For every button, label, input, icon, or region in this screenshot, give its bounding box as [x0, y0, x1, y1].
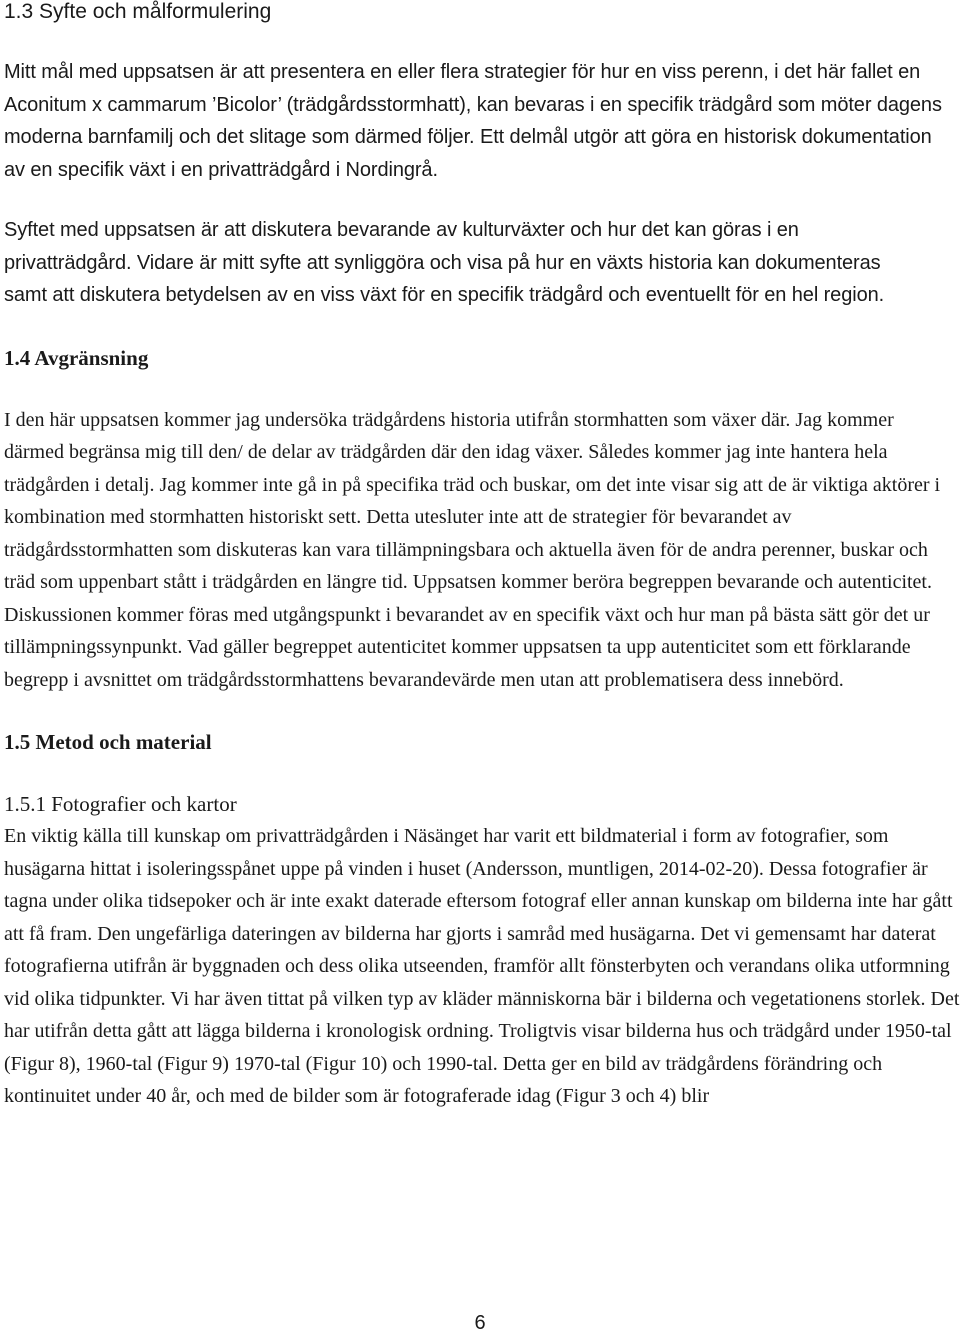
spacer	[4, 186, 956, 214]
subsection-heading-1-5-1: 1.5.1 Fotografier och kartor	[4, 792, 237, 816]
spacer	[4, 374, 956, 404]
paragraph-aim: Mitt mål med uppsatsen är att presentera en eller flera strategier för hur en viss perenn, i det här fallet en Aconitum x cammarum ’Bicolor’ (trädgårdsstormhatt), kan bevaras i en specifik trädgård som möter dagens moderna barnfamilj och det slitage som därmed följer. Ett delmål utgör att göra en historisk dokumentation av en specifik växt i en privatträdgård i Nordingrå.	[4, 61, 942, 181]
paragraph-delimitation: I den här uppsatsen kommer jag undersöka trädgårdens historia utifrån stormhatten som växer där. Jag kommer därmed begränsa mig till den/ de delar av trädgården där den idag växer. Således kommer jag inte hantera hela trädgården i detalj. Jag kommer inte gå in på specifika träd och buskar, om det inte visar sig att de är viktiga aktörer i kombination med stormhatten historiskt sett. Detta utesluter inte att de strategier för bevarandet av trädgårdsstormhatten som diskuteras kan vara tillämpningsbara och aktuella även för de andra perenner, buskar och träd som uppenbart stått i trädgården en längre tid. Uppsatsen kommer beröra begreppen bevarande och autenticitet. Diskussionen kommer föras med utgångspunkt i bevarandet av en specifik växt och hur man på bästa sätt gör det ur tillämpningssynpunkt. Vad gäller begreppet autenticitet kommer uppsatsen ta upp autenticitet som ett förklarande begrepp i avsnittet om trädgårdsstormhattens bevarandevärde men utan att problematisera dess innebörd.	[4, 408, 941, 691]
section-heading-1-3: 1.3 Syfte och målformulering	[4, 0, 272, 23]
section-heading-1-4: 1.4 Avgränsning	[4, 345, 149, 370]
document-page	[4, 0, 960, 1113]
spacer	[4, 24, 956, 56]
spacer	[4, 312, 956, 342]
paragraph-photographs: En viktig källa till kunskap om privatträdgården i Näsänget har varit ett bildmaterial i form av fotografier, som husägarna hittat i isoleringsspånet uppe på vinden i huset (Andersson, muntligen, 2014-02-20). Dessa fotografier är tagna under olika tidsepoker och är inte exakt daterade eftersom fotograf eller annan kunskap om bilderna inte har gått att få fram. Den ungefärliga dateringen av bilderna har gjorts i samråd med husägarna. Det vi gemensamt har daterat fotografierna utifrån är byggnaden och dess olika utseenden, framför allt fönsterbyten och verandans olika utformning vid olika tidpunkter. Vi har även tittat på vilken typ av kläder människorna bär i bilderna och vegetationens storlek. Det har utifrån detta gått att lägga bilderna i kronologisk ordning. Troligtvis visar bilderna hus och trädgård under 1950-tal (Figur 8), 1960-tal (Figur 9) 1970-tal (Figur 10) och 1990-tal. Detta ger en bild av trädgårdens förändring och kontinuitet under 40 år, och med de bilder som är fotograferade idag (Figur 3 och 4) blir	[4, 825, 960, 1107]
spacer	[4, 696, 956, 726]
paragraph-purpose: Syftet med uppsatsen är att diskutera bevarande av kulturväxter och hur det kan göras i en privatträdgård. Vidare är mitt syfte att synliggöra och visa på hur en växts historia kan dokumenteras samt att diskutera betydelsen av en viss växt för en specifik trädgård och eventuellt för en hel region.	[4, 219, 885, 306]
page-number: 6	[474, 1312, 486, 1334]
spacer	[4, 758, 956, 788]
section-heading-1-5: 1.5 Metod och material	[4, 730, 212, 754]
